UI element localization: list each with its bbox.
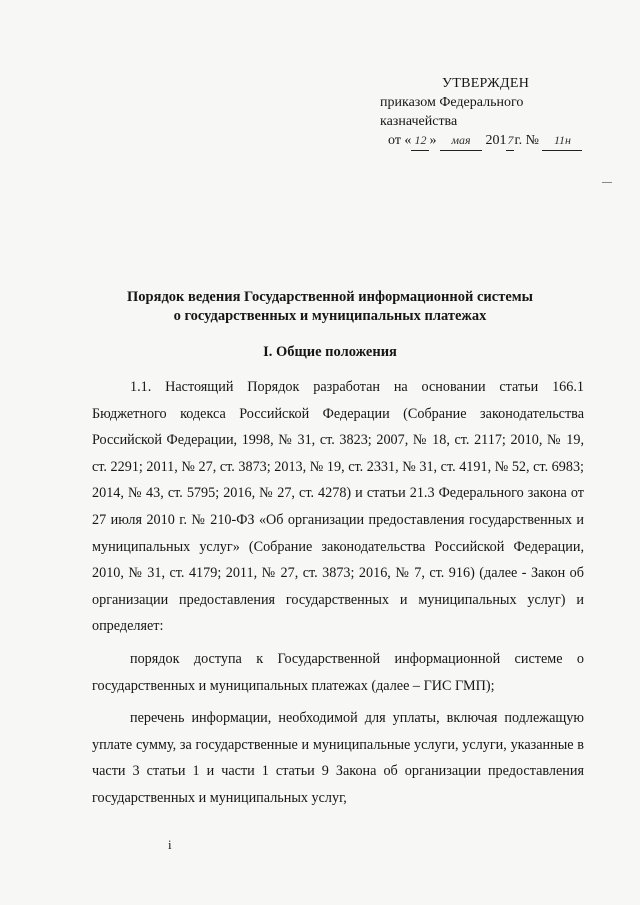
document-body <box>92 374 584 812</box>
paragraph-info-list: перечень информации, необходимой для уплаты, включая подлежащую уплате сумму, за государственные и муниципальные услуги, услуги, указанные в части 3 статьи 1 и части 1 статьи 9 Закона об организации предоставления государственных и муниципальных услуг, <box>92 710 584 806</box>
paragraph-access-order: порядок доступа к Государственной информационной системе о государственных и муниципальных платежах (далее – ГИС ГМП); <box>92 650 584 694</box>
title-line-1: Порядок ведения Государственной информационной системы <box>127 289 533 305</box>
section-heading: I. Общие положения <box>263 344 397 360</box>
date-prefix: от « <box>388 133 412 148</box>
title-line-2: о государственных и муниципальных платежах <box>173 308 487 324</box>
document-title <box>80 288 580 326</box>
scan-mark <box>602 182 612 183</box>
date-day: 12 <box>411 131 429 151</box>
date-month: мая <box>440 131 482 151</box>
year-prefix: 201 <box>485 133 507 148</box>
approval-block <box>380 74 600 151</box>
paragraph-1-1: 1.1. Настоящий Порядок разработан на основании статьи 166.1 Бюджетного кодекса Российской Федерации (Собрание законодательства Российской Федерации, 1998, № 31, ст. 3823; 2007, № 18, ст. 2117; 2010, № 19, ст. 2291; 2011, № 27, ст. 3873; 2013, № 19, ст. 2331, № 31, ст. 4191, № 52, ст. 6983; 2014, № 43, ст. 5795; 2016, № 27, ст. 4278) и статьи 21.3 Федерального закона от 27 июля 2010 г. № 210-ФЗ «Об организации предоставления государственных и муниципальных услуг» (Собрание законодательства Российской Федерации, 2010, № 31, ст. 4179; 2011, № 27, ст. 3873; 2016, № 7, ст. 916) (далее - Закон об организации предоставления государственных и муниципальных услуг) и определяет: <box>92 379 584 635</box>
year-suffix: 7 <box>506 131 514 151</box>
date-mid: » <box>429 133 437 148</box>
page-mark: i <box>168 837 172 852</box>
year-label: г. № <box>514 133 539 148</box>
approval-order-line: приказом Федерального казначейства <box>380 95 524 129</box>
approval-title: УТВЕРЖДЕН <box>442 76 530 91</box>
approval-date-line <box>380 131 600 151</box>
order-number: 11н <box>542 131 582 151</box>
